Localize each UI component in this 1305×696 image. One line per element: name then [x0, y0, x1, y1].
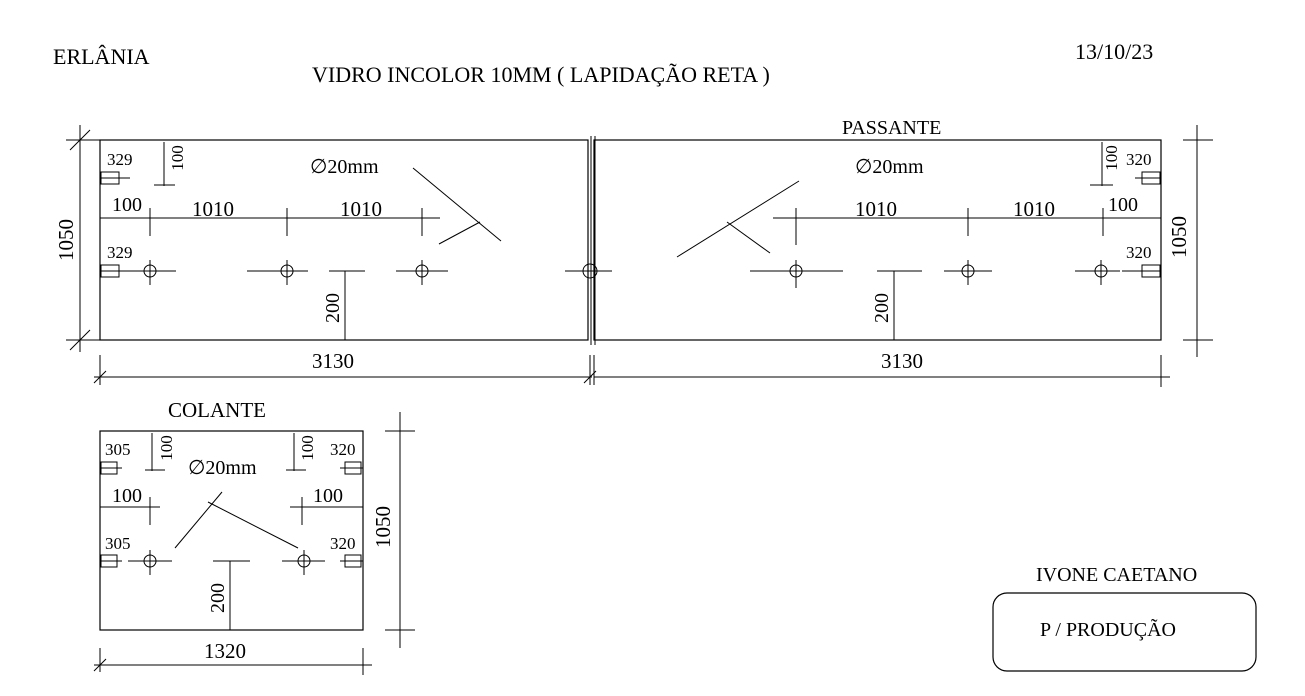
left-spacing-1: 1010: [192, 197, 234, 221]
left-bottom-hinge-offset: 329: [107, 243, 133, 262]
left-top-hinge-offset: 329: [107, 150, 133, 169]
right-top-hinge-offset: 320: [1126, 150, 1152, 169]
right-bottom-hinge-offset: 320: [1126, 243, 1152, 262]
left-hole-diameter: ∅20mm: [310, 156, 379, 178]
colante-left-bottom-offset: 305: [105, 534, 131, 553]
left-hole: [124, 260, 176, 285]
right-spacing-2: 1010: [1013, 197, 1055, 221]
colante-height-label: 1050: [371, 506, 395, 548]
right-hole: [1075, 260, 1120, 285]
left-hole: [396, 260, 448, 285]
colante-panel: [94, 398, 415, 675]
colante-left-top-offset: 305: [105, 440, 131, 459]
right-height-label: 1050: [1167, 216, 1191, 258]
production-stamp-label: P / PRODUÇÃO: [1040, 619, 1176, 641]
right-spacing-1: 1010: [855, 197, 897, 221]
colante-left-top-edge: 100: [157, 435, 176, 461]
left-edge-offset: 100: [112, 194, 142, 216]
left-width-label: 3130: [312, 349, 354, 373]
right-edge-offset: 100: [1108, 194, 1138, 216]
left-top-edge-label: 100: [168, 145, 187, 171]
left-spacing-2: 1010: [340, 197, 382, 221]
right-leader-line: [677, 181, 799, 257]
passante-label: PASSANTE: [842, 117, 942, 139]
colante-right-top-edge: 100: [298, 435, 317, 461]
colante-label: COLANTE: [168, 398, 266, 422]
right-hole: [944, 260, 992, 285]
right-hole: [750, 260, 843, 288]
glass-spec-title: VIDRO INCOLOR 10MM ( LAPIDAÇÃO RETA ): [312, 62, 770, 87]
colante-hole-height: 200: [207, 583, 229, 613]
colante-hole-diameter: ∅20mm: [188, 457, 257, 479]
colante-leader-line: [175, 492, 222, 548]
colante-right-bottom-offset: 320: [330, 534, 356, 553]
left-leader-line: [413, 168, 501, 241]
colante-hole: [282, 550, 325, 575]
colante-left-edge-offset: 100: [112, 485, 142, 507]
drawing-date: 13/10/23: [1075, 39, 1154, 64]
left-panel: [54, 125, 612, 385]
right-hole-diameter: ∅20mm: [855, 156, 924, 178]
colante-right-edge-offset: 100: [313, 485, 343, 507]
right-top-edge-label: 100: [1102, 145, 1121, 171]
colante-hole: [128, 550, 172, 575]
left-hole: [247, 260, 308, 285]
colante-right-top-offset: 320: [330, 440, 356, 459]
right-hole-height: 200: [871, 293, 893, 323]
client-name: IVONE CAETANO: [1036, 564, 1198, 586]
client-label: ERLÂNIA: [53, 44, 150, 69]
right-panel: [594, 117, 1213, 387]
colante-width-label: 1320: [204, 639, 246, 663]
right-width-label: 3130: [881, 349, 923, 373]
left-height-label: 1050: [54, 219, 78, 261]
left-hole-height: 200: [322, 293, 344, 323]
